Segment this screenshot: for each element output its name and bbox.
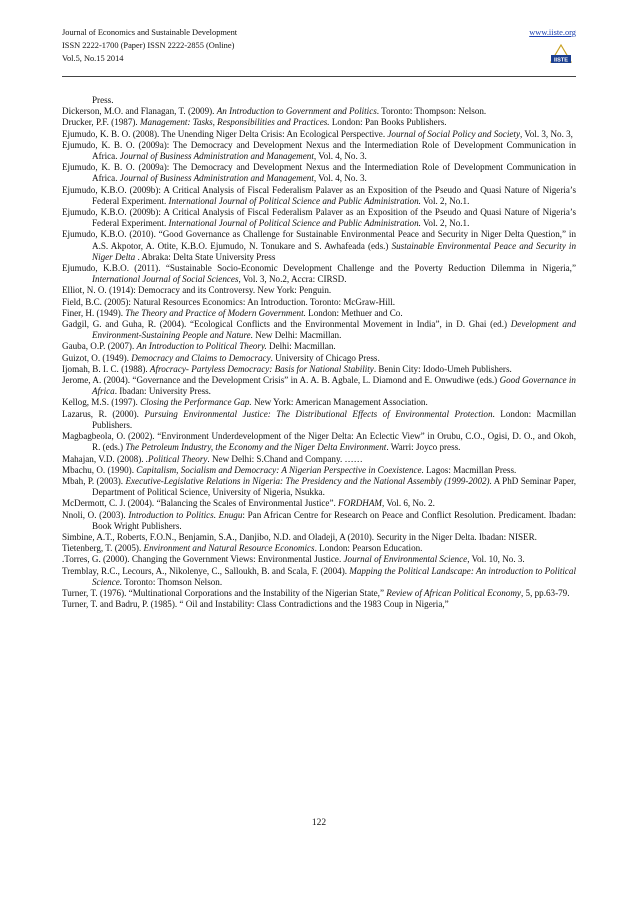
reference-text: Gauba, O.P. (2007). xyxy=(62,341,137,352)
reference-text: Ejumudo, K.B.O. (2009b): A Critical Analysis of Fiscal Federalism Palaver as an Exposition of the Pseudo and Quasi Nature of Nigeria’s Federal Experiment. xyxy=(62,207,576,229)
header-rule xyxy=(62,76,576,77)
reference-text: Mbachu, O. (1990). xyxy=(62,464,137,475)
reference-title: Journal of Business Administration and Management xyxy=(119,173,314,184)
reference-entry xyxy=(62,397,576,408)
reference-title: Mapping the Political Landscape: An introduction to Political Science. xyxy=(92,565,577,587)
reference-text: Vol. 2, No.1. xyxy=(420,218,470,229)
reference-title: Closing the Performance Gap. xyxy=(140,397,252,408)
reference-title: .Political Theory xyxy=(145,453,208,464)
reference-text: A PhD Seminar Paper, Department of Political Science, University of Nigeria, Nsukka. xyxy=(92,475,577,498)
reference-text: Ejumudo, K. B. O. (2009a): The Democracy and Development Nexus and the Intermediation Role of Development Communication in Africa. xyxy=(62,162,576,184)
reference-title: Executive-Legislative Relations in Nigeria: The Presidency and the National Assembly (1999-2002). xyxy=(125,475,492,486)
reference-text: . Ibadan: University Press. xyxy=(114,386,211,397)
reference-entry xyxy=(62,543,576,554)
reference-text: Lazarus, R. (2000). xyxy=(62,408,145,419)
reference-entry xyxy=(62,106,576,117)
reference-text: Turner, T. (1976). “Multinational Corporations and the Instability of the Nigerian State,” xyxy=(62,587,387,598)
reference-text: Finer, H. (1949). xyxy=(62,307,126,318)
reference-title: Development and Environment-Sustaining People and Nature. xyxy=(92,319,577,341)
reference-text: New Delhi: Macmillan. xyxy=(252,330,342,341)
reference-title: Journal of Environmental Science xyxy=(343,554,468,565)
reference-title: Sustainable Environmental Peace and Security in Niger Delta xyxy=(92,240,576,262)
reference-text: New York: American Management Association. xyxy=(251,397,428,408)
reference-text: Vol. 3, No.2, Accra: CIRSD. xyxy=(240,274,347,285)
reference-text: , Vol. 4, No. 3. xyxy=(313,173,367,184)
reference-text: , Vol. 3, No. 3, xyxy=(519,128,573,139)
reference-continuation: Press. xyxy=(92,95,114,105)
reference-entry xyxy=(62,285,576,296)
reference-entry xyxy=(62,588,576,599)
reference-text: . Benin City: Idodo-Umeh Publishers. xyxy=(373,363,512,374)
page-header xyxy=(62,26,576,86)
reference-title: The Theory and Practice of Modern Government. xyxy=(125,307,306,318)
reference-entry xyxy=(62,375,576,397)
journal-title: Journal of Economics and Sustainable Development xyxy=(62,28,238,37)
reference-entry xyxy=(62,554,576,565)
reference-title: Environment and Natural Resource Economics xyxy=(143,543,315,554)
reference-title: Introduction to Politics. Enugu xyxy=(128,509,243,520)
reference-text: .Torres, G. (2000). Changing the Government Views: Environmental Justice. xyxy=(62,554,344,565)
reference-title: The Petroleum Industry, the Economy and the Niger Delta Environment xyxy=(125,442,387,453)
reference-text: Ejumudo, K. B. O. (2009a): The Democracy and Development Nexus and the Intermediation Role of Development Communication in Africa. xyxy=(62,139,576,162)
reference-text: Mahajan, V.D. (2008). xyxy=(62,453,146,464)
reference-text: . London: Pearson Education. xyxy=(314,543,423,554)
issn-line: ISSN 2222-1700 (Paper) ISSN 2222-2855 (Online) xyxy=(62,41,235,50)
reference-text: Vol. 6, No. 2. xyxy=(384,498,435,509)
reference-text: . Abraka: Delta State University Press xyxy=(135,251,276,262)
reference-text: . Warri: Joyco press. xyxy=(386,442,461,453)
reference-title: Democracy and Claims to Democracy xyxy=(131,352,271,363)
reference-entry xyxy=(62,297,576,308)
reference-text: , Vol. 10, No. 3. xyxy=(467,554,525,565)
reference-text: Toronto: Thomson Nelson. xyxy=(122,576,223,587)
reference-text: Elliot, N. O. (1914): Democracy and its Controversy. New York: Penguin. xyxy=(62,285,332,296)
reference-title: FORDHAM, xyxy=(338,498,385,509)
reference-entry xyxy=(62,510,576,532)
iiste-logo-icon xyxy=(548,42,574,66)
reference-entry xyxy=(62,599,576,610)
reference-text: Nnoli, O. (2003). xyxy=(62,509,129,520)
reference-entry xyxy=(62,308,576,319)
reference-text: Ejumudo, K.B.O. (2011). “Sustainable Socio-Economic Development Challenge and the Poverty Reduction Dilemma in Nigeria,” xyxy=(62,263,576,274)
reference-text: Ejumudo, K. B. O. (2008). The Unending Niger Delta Crisis: An Ecological Perspective. xyxy=(62,128,388,139)
reference-entry xyxy=(62,229,576,263)
reference-entry xyxy=(62,117,576,128)
reference-title: Journal of Business Administration and Management xyxy=(119,151,314,162)
reference-title: Capitalism, Socialism and Democracy: A Nigerian Perspective in Coexistence. xyxy=(136,464,424,475)
reference-text: Dickerson, M.O. and Flanagan, T. (2009). xyxy=(62,106,217,117)
reference-entry xyxy=(62,454,576,465)
reference-entry xyxy=(62,431,576,453)
reference-text: Simbine, A.T., Roberts, F.O.N., Benjamin, S.A., Danjibo, N.D. and Oladeji, A (2010). Security in the Niger Delta. Ibadan: NISER. xyxy=(62,531,537,542)
reference-title: Pursuing Environmental Justice: The Distributional Effects of Environmental Protection xyxy=(144,408,493,419)
reference-entry xyxy=(62,341,576,352)
reference-entry xyxy=(62,162,576,184)
reference-entry xyxy=(62,319,576,341)
reference-title: Review of African Political Economy xyxy=(386,587,521,598)
volume-line: Vol.5, No.15 2014 xyxy=(62,54,124,63)
reference-text: Ejumudo, K.B.O. (2009b): A Critical Analysis of Fiscal Federalism Palaver as an Exposition of the Pseudo and Quasi Nature of Nigeria’s Federal Experiment. xyxy=(62,184,576,206)
reference-title: International Journal of Political Science and Public Administration. xyxy=(168,195,421,206)
reference-text: Ejumudo, K.B.O. (2010). “Good Governance as Challenge for Sustainable Environmental Peace and Security in Niger Delta Question,” in A.S. Akpotor, A. Otite, K.B.O. Ejumudo, N. Tonukare and S. Awhafeada (eds.) xyxy=(62,229,576,251)
reference-entry xyxy=(62,532,576,543)
page-number: 122 xyxy=(311,818,327,828)
reference-title: An Introduction to Government and Politics xyxy=(216,106,377,117)
reference-text: Jerome, A. (2004). “Governance and the Development Crisis” in A. A. B. Agbale, L. Diamond and E. Onwudiwe (eds.) xyxy=(62,375,500,386)
reference-text: . University of Chicago Press. xyxy=(270,352,380,363)
reference-text: Lagos: Macmillan Press. xyxy=(423,464,517,475)
reference-title: Afrocracy- Partyless Democracy: Basis for National Stability xyxy=(149,363,374,374)
reference-text: Tremblay, R.C., Lecours, A., Nikolenye, C., Salloukh, B. and Scala, F. (2004). xyxy=(62,565,350,576)
reference-text: London: Pan Books Publishers. xyxy=(329,117,447,128)
reference-entry xyxy=(62,207,576,229)
journal-url-link[interactable]: www.iiste.org xyxy=(529,28,576,37)
reference-text: Gadgil, G. and Guha, R. (2004). “Ecological Conflicts and the Environmental Movement in India”, in D. Ghai (ed.) xyxy=(62,319,511,330)
reference-text: McDermott, C. J. (2004). “Balancing the Scales of Environmental Justice”. xyxy=(62,498,339,509)
reference-text: Vol. 2, No.1. xyxy=(420,195,470,206)
reference-entry xyxy=(62,263,576,285)
reference-entry xyxy=(62,465,576,476)
reference-entry xyxy=(62,476,576,498)
reference-text: London: Methuer and Co. xyxy=(305,307,403,318)
references-list xyxy=(62,95,576,610)
reference-title: An Introduction to Political Theory. xyxy=(136,341,267,352)
reference-text: Tietenberg, T. (2005). xyxy=(62,543,144,554)
reference-text: . London: Macmillan Publishers. xyxy=(92,408,577,430)
reference-text: Field, B.C. (2005): Natural Resources Economics: An Introduction. Toronto: McGraw-Hill. xyxy=(62,296,396,307)
reference-text: Magbagbeola, O. (2002). “Environment Underdevelopment of the Niger Delta: An Eclectic View” in Orubu, C.O., Ogisi, D. O., and Okoh, R. (eds.) xyxy=(62,431,576,453)
svg-text:IISTE: IISTE xyxy=(554,57,568,64)
reference-title: International Journal of Social Sciences, xyxy=(92,274,241,285)
reference-text: . Toronto: Thompson: Nelson. xyxy=(376,106,487,117)
reference-title: International Journal of Political Science and Public Administration. xyxy=(168,218,421,229)
reference-text: Guizot, O. (1949). xyxy=(62,352,132,363)
reference-text: , 5, pp.63-79. xyxy=(520,587,570,598)
reference-text: . New Delhi: S.Chand and Company. …… xyxy=(207,453,363,464)
reference-text: Drucker, P.F. (1987). xyxy=(62,117,140,128)
reference-entry xyxy=(62,498,576,509)
reference-entry xyxy=(62,129,576,140)
reference-title: Journal of Social Policy and Society xyxy=(387,128,520,139)
reference-text: Turner, T. and Badru, P. (1985). “ Oil and Instability: Class Contradictions and the 1983 Coup in Nigeria,” xyxy=(62,599,449,610)
reference-entry xyxy=(62,364,576,375)
reference-text: Delhi: Macmillan. xyxy=(266,341,336,352)
reference-entry xyxy=(62,566,576,588)
reference-title: Management: Tasks, Responsibilities and Practices. xyxy=(139,117,330,128)
reference-entry xyxy=(62,353,576,364)
reference-entry xyxy=(62,185,576,207)
reference-text: : Pan African Centre for Research on Peace and Conflict Resolution. Predicament. Ibadan: Book Wright Publishers. xyxy=(92,509,576,531)
reference-entry xyxy=(62,140,576,162)
reference-text: Mbah, P. (2003). xyxy=(62,475,126,486)
reference-text: , Vol. 4, No. 3. xyxy=(313,151,367,162)
reference-entry xyxy=(62,409,576,431)
reference-text: Kellog, M.S. (1997). xyxy=(62,397,141,408)
reference-text: Ijomah, B. I. C. (1988). xyxy=(62,363,150,374)
reference-title: Good Governance in Africa xyxy=(92,375,576,397)
